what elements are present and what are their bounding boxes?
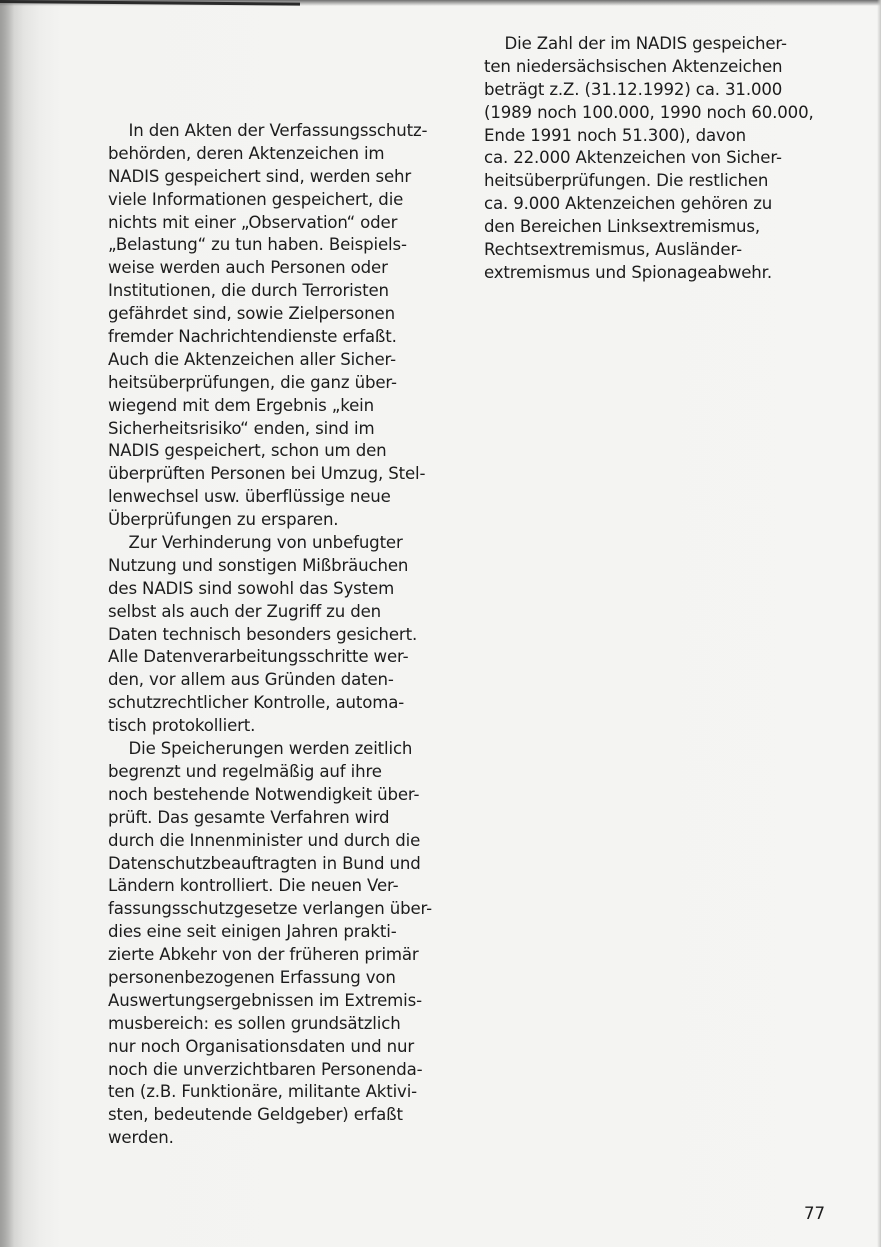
text-line: begrenzt und regelmäßig auf ihre bbox=[108, 761, 382, 781]
text-line: ten niedersächsischen Aktenzeichen bbox=[484, 56, 783, 76]
text-line: Rechtsextremismus, Ausländer- bbox=[484, 240, 742, 260]
text-line: viele Informationen gespeichert, die bbox=[108, 189, 404, 209]
text-line: beträgt z.Z. (31.12.1992) ca. 31.000 bbox=[484, 79, 783, 99]
text-line: ca. 9.000 Aktenzeichen gehören zu bbox=[484, 194, 773, 214]
binding-shadow bbox=[0, 0, 14, 1247]
text-line: Die Zahl der im NADIS gespeicher- bbox=[484, 34, 787, 53]
text-line: Sicherheitsrisiko“ enden, sind im bbox=[108, 418, 375, 438]
text-line: NADIS gespeichert sind, werden sehr bbox=[108, 166, 412, 186]
text-line: des NADIS sind sowohl das System bbox=[108, 578, 395, 598]
text-line: ten (z.B. Funktionäre, militante Aktivi- bbox=[108, 1082, 418, 1102]
text-line: wiegend mit dem Ergebnis „kein bbox=[108, 395, 374, 415]
text-line: selbst als auch der Zugriff zu den bbox=[108, 601, 382, 621]
text-line: nur noch Organisationsdaten und nur bbox=[108, 1036, 415, 1056]
text-line: schutzrechtlicher Kontrolle, automa- bbox=[108, 693, 405, 713]
page-number: 77 bbox=[804, 1204, 826, 1223]
text-line: heitsüberprüfungen. Die restlichen bbox=[484, 171, 769, 191]
text-line: In den Akten der Verfassungsschutz- bbox=[108, 121, 428, 140]
text-line: ca. 22.000 Aktenzeichen von Sicher- bbox=[484, 148, 782, 168]
text-line: noch bestehende Notwendigkeit über- bbox=[108, 784, 420, 804]
text-line: durch die Innenminister und durch die bbox=[108, 830, 421, 850]
text-line: (1989 noch 100.000, 1990 noch 60.000, bbox=[484, 102, 814, 122]
text-line: fremder Nachrichtendienste erfaßt. bbox=[108, 327, 397, 347]
text-line: nichts mit einer „Observation“ oder bbox=[108, 212, 398, 232]
text-line: heitsüberprüfungen, die ganz über- bbox=[108, 372, 397, 392]
text-line: den Bereichen Linksextremismus, bbox=[484, 217, 760, 237]
text-line: Auch die Aktenzeichen aller Sicher- bbox=[108, 349, 396, 369]
text-line: Auswertungsergebnissen im Extremis- bbox=[108, 990, 422, 1010]
text-line: sten, bedeutende Geldgeber) erfaßt bbox=[108, 1105, 403, 1125]
text-line: musbereich: es sollen grundsätzlich bbox=[108, 1013, 401, 1033]
text-line: prüft. Das gesamte Verfahren wird bbox=[108, 807, 390, 827]
text-line: Datenschutzbeauftragten in Bund und bbox=[108, 853, 421, 873]
text-line: personenbezogenen Erfassung von bbox=[108, 967, 396, 987]
text-line: Nutzung und sonstigen Mißbräuchen bbox=[108, 555, 409, 575]
text-line: gefährdet sind, sowie Zielpersonen bbox=[108, 304, 395, 324]
text-line: zierte Abkehr von der früheren primär bbox=[108, 945, 419, 965]
text-line: Überprüfungen zu ersparen. bbox=[108, 510, 339, 530]
text-line: den, vor allem aus Gründen daten- bbox=[108, 670, 394, 690]
text-line: behörden, deren Aktenzeichen im bbox=[108, 143, 385, 163]
text-line: überprüften Personen bei Umzug, Stel- bbox=[108, 464, 426, 484]
text-line: Die Speicherungen werden zeitlich bbox=[108, 739, 413, 759]
text-line: noch die unverzichtbaren Personenda- bbox=[108, 1059, 423, 1079]
text-line: Zur Verhinderung von unbefugter bbox=[108, 533, 403, 553]
text-line: NADIS gespeichert, schon um den bbox=[108, 441, 387, 461]
text-line: „Belastung“ zu tun haben. Beispiels- bbox=[108, 235, 407, 255]
right-edge-shadow bbox=[877, 0, 881, 1247]
text-line: lenwechsel usw. überflüssige neue bbox=[108, 487, 391, 507]
text-line: werden. bbox=[108, 1128, 174, 1148]
text-line: Alle Datenverarbeitungsschritte wer- bbox=[108, 647, 409, 667]
text-line: Institutionen, die durch Terroristen bbox=[108, 281, 389, 301]
text-line: tisch protokolliert. bbox=[108, 716, 256, 736]
right-text-column bbox=[484, 33, 814, 285]
text-line: Ende 1991 noch 51.300), davon bbox=[484, 125, 747, 145]
text-line: dies eine seit einigen Jahren prakti- bbox=[108, 922, 397, 942]
text-line: Ländern kontrolliert. Die neuen Ver- bbox=[108, 876, 399, 896]
text-line: fassungsschutzgesetze verlangen über- bbox=[108, 899, 432, 919]
text-line: extremismus und Spionageabwehr. bbox=[484, 262, 772, 282]
left-text-column bbox=[108, 120, 432, 1150]
text-line: weise werden auch Personen oder bbox=[108, 258, 388, 278]
text-line: Daten technisch besonders gesichert. bbox=[108, 624, 418, 644]
